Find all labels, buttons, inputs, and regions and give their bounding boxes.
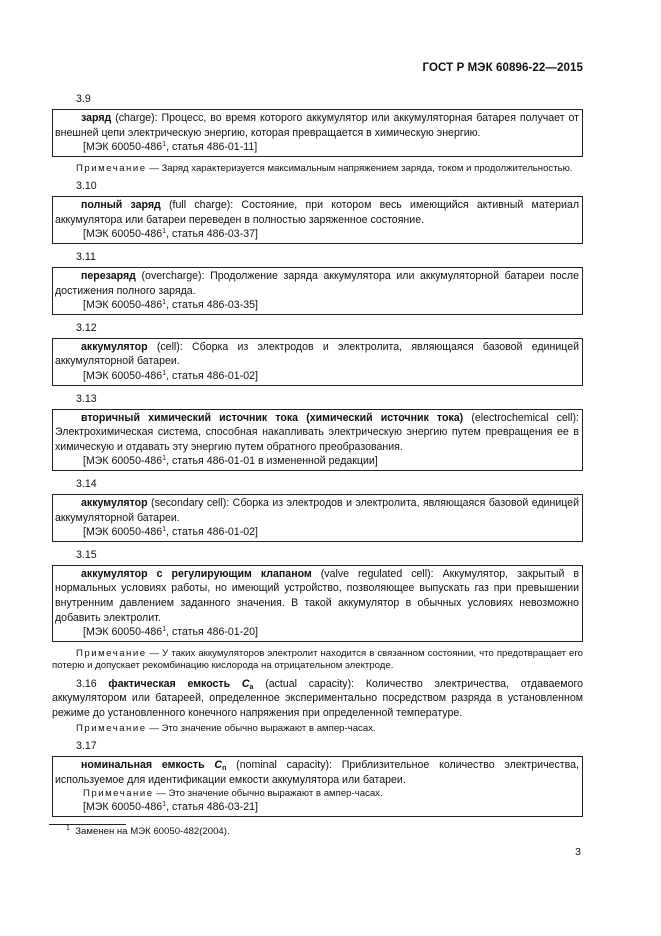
clause-number: 3.9 bbox=[76, 93, 91, 105]
definition-box bbox=[52, 494, 583, 542]
term: полный заряд bbox=[81, 199, 161, 212]
clause-number: 3.11 bbox=[76, 251, 96, 264]
term: номинальная емкость bbox=[81, 759, 215, 772]
note-label: Примечание bbox=[76, 162, 147, 174]
clause-number: 3.14 bbox=[76, 478, 97, 490]
term: заряд bbox=[81, 112, 112, 124]
note-text: — Это значение обычно выражают в ампер-часах. bbox=[153, 788, 383, 800]
definition-text: (electrochemical cell): Электрохимическая система, способная накапливать электрическую энергию путем превращения ее в химическую и отдавать эту энергию путем обратного преобразования. bbox=[55, 411, 579, 453]
note-label: Примечание bbox=[76, 722, 147, 734]
clause-number: 3.12 bbox=[76, 321, 97, 334]
footnote-text: Заменен на МЭК 60050-482(2004). bbox=[75, 826, 230, 837]
note bbox=[55, 787, 579, 800]
symbol: C bbox=[214, 759, 223, 772]
note bbox=[52, 648, 583, 673]
term: аккумулятор с регулирующим клапаном bbox=[81, 567, 312, 580]
clause-number: 3.15 bbox=[76, 548, 97, 561]
definition-text: (secondary cell): Сборка из электродов и электролита, являющаяся базовой единицей аккумуляторной батареи. bbox=[55, 497, 579, 524]
note-label: Примечание bbox=[76, 647, 147, 659]
clause-number: 3.17 bbox=[76, 740, 97, 753]
term: аккумулятор bbox=[81, 340, 148, 353]
note-label: Примечание bbox=[83, 788, 154, 800]
footnote-mark: 1 bbox=[66, 825, 70, 832]
note bbox=[52, 723, 583, 736]
term: перезаряд bbox=[81, 270, 136, 283]
footnote-separator bbox=[49, 824, 126, 825]
note-text: — У таких аккумуляторов электролит находится в связанном состоянии, что предотвращает его потерю и допускает рекомбинацию кислорода на отрицательном электроде. bbox=[52, 647, 583, 672]
note-text: — Заряд характеризуется максимальным напряжением заряда, током и продолжительностью. bbox=[146, 162, 573, 174]
footnote bbox=[66, 826, 230, 837]
definition-box bbox=[52, 109, 583, 157]
definition-text: (charge): Процесс, во время которого аккумулятор или аккумуляторная батарея получает от внешней цепи электрическую энергию, которая превращается в химическую энергию. bbox=[55, 112, 579, 139]
reference: [МЭК $60050-486^1$, статья 486-01-11] bbox=[83, 141, 258, 154]
symbol: C bbox=[241, 677, 250, 690]
term: вторичный химический источник тока (химический источник тока) bbox=[81, 411, 464, 424]
definition-text: (full charge): Состояние, при котором весь имеющийся активный материал аккумулятора или батареи переведен в полностью заряженное состояние. bbox=[55, 199, 580, 226]
reference: [МЭК $60050-486^1$, статья 486-03-37] bbox=[83, 228, 258, 241]
symbol-subscript: n bbox=[222, 765, 227, 773]
clause-number: 3.16 bbox=[76, 677, 97, 690]
definition-box bbox=[52, 409, 583, 471]
definition-box bbox=[52, 267, 583, 315]
reference: [МЭК $60050-486^1$, статья 486-01-01 в измененной редакции] bbox=[83, 455, 378, 468]
definition-box bbox=[52, 196, 583, 244]
clause-number: 3.13 bbox=[76, 392, 97, 405]
reference: [МЭК $60050-486^1$, статья 486-01-02] bbox=[83, 370, 258, 383]
reference: [МЭК $60050-486^1$, статья 486-01-02] bbox=[83, 526, 258, 539]
definition-box bbox=[52, 756, 583, 817]
document-header: ГОСТ Р МЭК 60896-22—2015 bbox=[422, 62, 583, 74]
definition-box bbox=[52, 565, 583, 642]
term: аккумулятор bbox=[81, 497, 148, 509]
symbol-subscript: a bbox=[249, 683, 254, 691]
document-body bbox=[52, 92, 583, 823]
note bbox=[52, 163, 583, 176]
term: фактическая емкость bbox=[108, 677, 242, 690]
clause-number: 3.10 bbox=[76, 180, 97, 193]
definition-text: (overcharge): Продолжение заряда аккумулятора или аккумуляторной батареи после достижения полного заряда. bbox=[55, 270, 579, 297]
definition-box bbox=[52, 338, 583, 386]
definition-text: (valve regulated cell): Аккумулятор, закрытый в нормальных условиях работы, но имеющий устройство, позволяющее выпускать газ при превышении внутренним давлением заданного значения. В такой аккумулятор в обычных условиях невозможно добавить электролит. bbox=[55, 567, 579, 624]
note-text: — Это значение обычно выражают в ампер-часах. bbox=[146, 722, 376, 734]
definition-text: (cell): Сборка из электродов и электролита, являющаяся базовой единицей аккумуляторной батареи. bbox=[55, 340, 579, 368]
reference: [МЭК $60050-486^1$, статья 486-03-35] bbox=[83, 299, 258, 312]
definition-text: (actual capacity): Количество электричества, отдаваемого аккумулятором или батареей, определенное экспериментально посредством разряда в установленном режиме до установленного конечного напряжения при определенной температуре. bbox=[52, 677, 583, 719]
definition-paragraph bbox=[52, 677, 583, 721]
page-number: 3 bbox=[575, 846, 581, 858]
reference: [МЭК $60050-486^1$, статья 486-03-21] bbox=[83, 801, 258, 814]
reference: [МЭК $60050-486^1$, статья 486-01-20] bbox=[83, 626, 258, 639]
definition-text: (nominal capacity): Приблизительное количество электричества, используемое для идентификации емкости аккумулятора или батареи. bbox=[55, 759, 579, 786]
